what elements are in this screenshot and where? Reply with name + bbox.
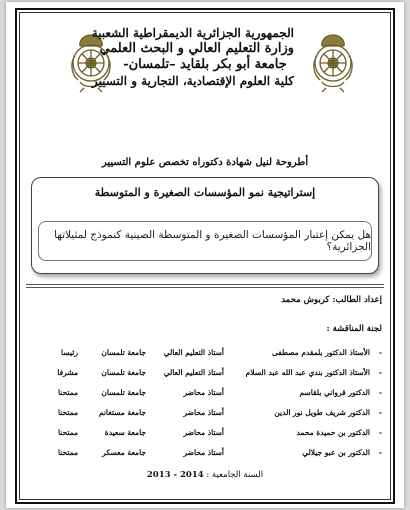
- member-rank: أستاذ محاضر: [183, 448, 224, 457]
- thesis-title: إستراتيجية نمو المؤسسات الصغيرة و المتوسطة: [94, 186, 316, 199]
- member-name: الدكتور شريف طويل نور الدين: [274, 408, 370, 417]
- thesis-subtitle-box: [38, 221, 372, 261]
- row-dash: -: [378, 368, 382, 377]
- member-role: ممتحنا: [57, 388, 78, 397]
- member-name: الدكتور قرواني بلقاسم: [299, 388, 370, 397]
- row-dash: -: [378, 408, 382, 417]
- author-line: إعداد الطالب: كربوش محمد: [281, 295, 382, 305]
- row-dash: -: [378, 448, 382, 457]
- university-line: جامعة أبو بكر بلقايد –تلمسان-: [123, 57, 287, 73]
- academic-year: [6, 470, 404, 480]
- thesis-type: أطروحة لنيل شهادة دكتوراه تخصص علوم التسيير: [101, 157, 309, 168]
- title-box: [31, 177, 379, 274]
- committee-row: [26, 408, 382, 428]
- separator-line: [26, 287, 384, 288]
- member-name: الأستاذ الدكتور بلمقدم مصطفى: [271, 348, 370, 357]
- committee-row: [26, 388, 382, 408]
- member-university: جامعة تلمسان: [101, 348, 146, 357]
- document-page: [6, 2, 404, 508]
- academic-year-value: 2013 - 2014: [146, 470, 204, 480]
- member-rank: أستاذ التعليم العالي: [163, 348, 224, 357]
- republic-line: الجمهورية الجزائرية الديمقراطية الشعبية: [91, 26, 294, 40]
- committee-row: [26, 348, 382, 368]
- committee-label: لجنة المناقشة :: [326, 324, 382, 334]
- faculty-line: كلية العلوم الإقتصادية، التجارية و التسيير: [91, 73, 294, 88]
- member-university: جامعة معسكر: [102, 448, 146, 457]
- member-university: جامعة تلمسان: [101, 388, 146, 397]
- separator-line: [26, 284, 384, 285]
- row-dash: -: [378, 388, 382, 397]
- row-dash: -: [378, 348, 382, 357]
- thesis-subtitle: هل يمكن إعتبار المؤسسات الصغيرة و المتوسطة الصينية كنموذج لمثيلاتها الجزائرية؟: [54, 229, 371, 253]
- committee-row: [26, 428, 382, 448]
- institution-header: [91, 26, 294, 89]
- member-rank: أستاذ محاضر: [183, 408, 224, 417]
- member-role: ممتحنا: [57, 428, 78, 437]
- member-university: جامعة مستغانم: [98, 408, 146, 417]
- committee-row: [26, 448, 382, 468]
- member-role: مشرفا: [57, 368, 78, 377]
- member-name: الدكتور بن عبو جيلالي: [302, 448, 370, 457]
- member-university: جامعة سعيدة: [104, 428, 146, 437]
- committee-row: [26, 368, 382, 388]
- ministry-line: وزارة التعليم العالي و البحث العلمي: [99, 41, 294, 56]
- member-role: ممتحنا: [57, 448, 78, 457]
- committee-list: [26, 348, 382, 468]
- member-name: الأستاذ الدكتور بندي عبد الله عبد السلام: [245, 368, 370, 377]
- member-name: الدكتور بن حميدة محمد: [296, 428, 370, 437]
- member-university: جامعة تلمسان: [101, 368, 146, 377]
- academic-year-label: السنة الجامعية :: [206, 470, 264, 480]
- member-role: رئيسا: [61, 348, 78, 357]
- member-role: ممتحنا: [57, 408, 78, 417]
- row-dash: -: [378, 428, 382, 437]
- university-seal-icon: [308, 32, 358, 94]
- member-rank: أستاذ محاضر: [183, 388, 224, 397]
- member-rank: أستاذ التعليم العالي: [163, 368, 224, 377]
- member-rank: أستاذ محاضر: [183, 428, 224, 437]
